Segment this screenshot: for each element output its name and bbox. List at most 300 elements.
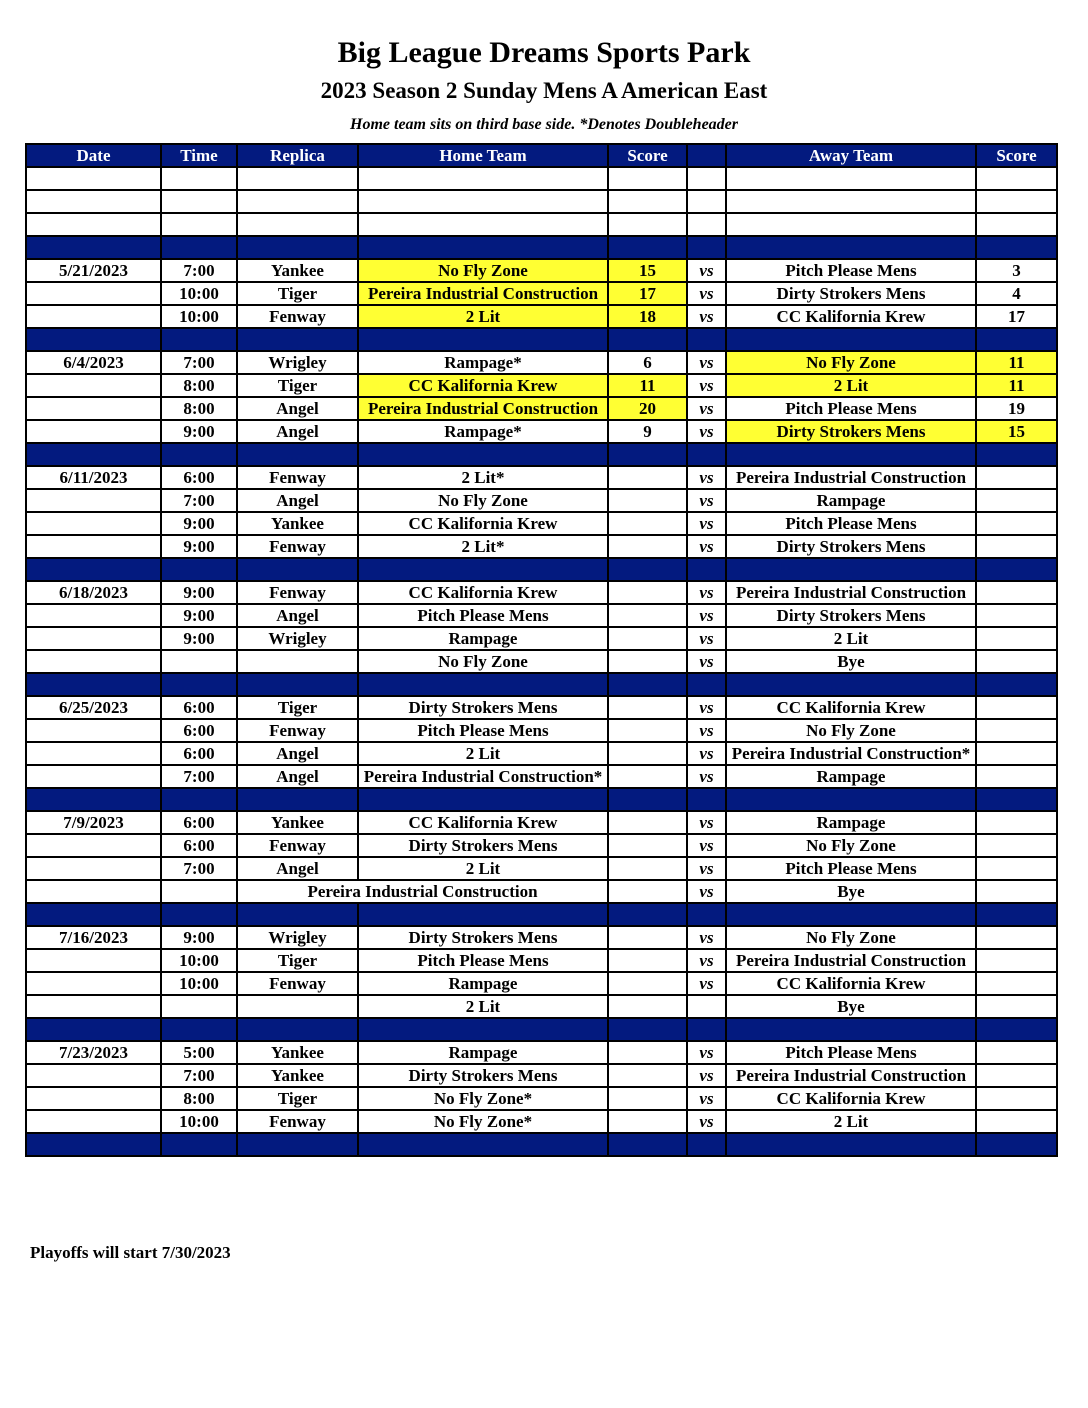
blank-cell <box>358 167 608 190</box>
col-header-home-team: Home Team <box>358 144 608 167</box>
replica-cell: Fenway <box>237 1110 358 1133</box>
separator-cell <box>237 558 358 581</box>
replica-cell: Angel <box>237 604 358 627</box>
home-team-cell: Pitch Please Mens <box>358 604 608 627</box>
time-cell: 9:00 <box>161 627 237 650</box>
home-team-cell: No Fly Zone* <box>358 1110 608 1133</box>
game-row <box>26 397 1057 420</box>
home-team-cell: Dirty Strokers Mens <box>358 696 608 719</box>
home-team-cell: 2 Lit <box>358 742 608 765</box>
home-team-cell: Pereira Industrial Construction <box>358 397 608 420</box>
date-cell: 6/4/2023 <box>26 351 161 374</box>
away-score-cell <box>976 811 1057 834</box>
date-cell <box>26 742 161 765</box>
blank-cell <box>687 167 726 190</box>
replica-cell: Yankee <box>237 811 358 834</box>
home-team-cell: Dirty Strokers Mens <box>358 1064 608 1087</box>
away-team-cell: CC Kalifornia Krew <box>726 972 976 995</box>
blank-cell <box>726 190 976 213</box>
date-cell <box>26 627 161 650</box>
time-cell: 9:00 <box>161 581 237 604</box>
game-row <box>26 995 1057 1018</box>
away-team-cell: Pereira Industrial Construction* <box>726 742 976 765</box>
separator-cell <box>26 236 161 259</box>
date-cell <box>26 972 161 995</box>
vs-label: vs <box>687 512 726 535</box>
time-cell: 9:00 <box>161 604 237 627</box>
home-score-cell <box>608 535 687 558</box>
home-score-cell <box>608 880 687 903</box>
separator-cell <box>161 328 237 351</box>
blank-cell <box>237 167 358 190</box>
vs-label: vs <box>687 1064 726 1087</box>
home-score-cell: 17 <box>608 282 687 305</box>
replica-cell <box>237 650 358 673</box>
away-team-cell: CC Kalifornia Krew <box>726 1087 976 1110</box>
separator-cell <box>687 903 726 926</box>
separator-cell <box>358 1133 608 1156</box>
separator-cell <box>687 236 726 259</box>
date-cell <box>26 1064 161 1087</box>
time-cell <box>161 650 237 673</box>
separator-cell <box>237 236 358 259</box>
game-row <box>26 834 1057 857</box>
separator-cell <box>237 788 358 811</box>
vs-label: vs <box>687 857 726 880</box>
blank-cell <box>976 167 1057 190</box>
separator-cell <box>237 673 358 696</box>
replica-cell: Fenway <box>237 466 358 489</box>
replica-cell: Wrigley <box>237 926 358 949</box>
home-score-cell: 11 <box>608 374 687 397</box>
away-score-cell <box>976 1041 1057 1064</box>
away-team-cell: Dirty Strokers Mens <box>726 535 976 558</box>
separator-cell <box>26 558 161 581</box>
time-cell: 7:00 <box>161 259 237 282</box>
replica-cell: Fenway <box>237 305 358 328</box>
away-team-cell: Pitch Please Mens <box>726 259 976 282</box>
vs-label: vs <box>687 811 726 834</box>
game-row <box>26 259 1057 282</box>
separator-cell <box>726 673 976 696</box>
week-separator-row <box>26 788 1057 811</box>
col-header-away-team: Away Team <box>726 144 976 167</box>
vs-label: vs <box>687 466 726 489</box>
away-score-cell <box>976 627 1057 650</box>
home-score-cell <box>608 719 687 742</box>
vs-label: vs <box>687 834 726 857</box>
time-cell: 6:00 <box>161 834 237 857</box>
date-cell: 7/9/2023 <box>26 811 161 834</box>
away-score-cell <box>976 1110 1057 1133</box>
separator-cell <box>726 1133 976 1156</box>
away-score-cell <box>976 535 1057 558</box>
home-team-cell: CC Kalifornia Krew <box>358 374 608 397</box>
separator-cell <box>608 558 687 581</box>
separator-cell <box>976 443 1057 466</box>
date-cell <box>26 995 161 1018</box>
separator-cell <box>687 1018 726 1041</box>
game-row <box>26 719 1057 742</box>
separator-cell <box>161 443 237 466</box>
home-team-cell: Pereira Industrial Construction <box>237 880 608 903</box>
away-score-cell <box>976 719 1057 742</box>
away-team-cell: Bye <box>726 995 976 1018</box>
date-cell <box>26 880 161 903</box>
replica-cell: Wrigley <box>237 627 358 650</box>
blank-cell <box>687 190 726 213</box>
separator-cell <box>358 903 608 926</box>
separator-cell <box>26 673 161 696</box>
separator-cell <box>608 673 687 696</box>
separator-cell <box>976 1133 1057 1156</box>
separator-cell <box>358 328 608 351</box>
game-row <box>26 650 1057 673</box>
separator-cell <box>687 788 726 811</box>
vs-label: vs <box>687 696 726 719</box>
separator-cell <box>976 903 1057 926</box>
separator-cell <box>726 328 976 351</box>
replica-cell: Angel <box>237 857 358 880</box>
away-score-cell <box>976 466 1057 489</box>
away-team-cell: Pereira Industrial Construction <box>726 949 976 972</box>
away-score-cell <box>976 995 1057 1018</box>
away-score-cell: 17 <box>976 305 1057 328</box>
vs-label: vs <box>687 880 726 903</box>
away-score-cell <box>976 926 1057 949</box>
away-team-cell: No Fly Zone <box>726 351 976 374</box>
week-separator-row <box>26 1133 1057 1156</box>
replica-cell: Yankee <box>237 1064 358 1087</box>
replica-cell: Tiger <box>237 374 358 397</box>
replica-cell: Yankee <box>237 259 358 282</box>
separator-cell <box>687 673 726 696</box>
vs-label: vs <box>687 374 726 397</box>
separator-cell <box>976 788 1057 811</box>
blank-cell <box>687 213 726 236</box>
away-team-cell: Dirty Strokers Mens <box>726 604 976 627</box>
separator-cell <box>726 1018 976 1041</box>
separator-cell <box>26 788 161 811</box>
vs-label: vs <box>687 351 726 374</box>
away-score-cell: 11 <box>976 374 1057 397</box>
replica-cell: Tiger <box>237 949 358 972</box>
blank-row <box>26 190 1057 213</box>
replica-cell: Angel <box>237 420 358 443</box>
replica-cell: Fenway <box>237 719 358 742</box>
separator-cell <box>161 236 237 259</box>
home-team-cell: Pereira Industrial Construction* <box>358 765 608 788</box>
home-score-cell: 20 <box>608 397 687 420</box>
home-score-cell <box>608 650 687 673</box>
time-cell: 6:00 <box>161 742 237 765</box>
home-team-cell: Rampage* <box>358 351 608 374</box>
home-score-cell: 18 <box>608 305 687 328</box>
vs-label: vs <box>687 1110 726 1133</box>
date-cell: 6/25/2023 <box>26 696 161 719</box>
week-separator-row <box>26 673 1057 696</box>
home-score-cell: 15 <box>608 259 687 282</box>
game-row <box>26 1087 1057 1110</box>
away-score-cell <box>976 949 1057 972</box>
date-cell <box>26 857 161 880</box>
time-cell: 6:00 <box>161 719 237 742</box>
vs-label: vs <box>687 535 726 558</box>
col-header-replica: Replica <box>237 144 358 167</box>
col-header-away-score: Score <box>976 144 1057 167</box>
vs-label: vs <box>687 742 726 765</box>
blank-cell <box>358 190 608 213</box>
time-cell: 7:00 <box>161 351 237 374</box>
vs-label: vs <box>687 627 726 650</box>
blank-cell <box>608 190 687 213</box>
blank-cell <box>26 213 161 236</box>
blank-cell <box>237 213 358 236</box>
replica-cell: Tiger <box>237 282 358 305</box>
separator-cell <box>608 328 687 351</box>
game-row <box>26 489 1057 512</box>
game-row <box>26 1064 1057 1087</box>
blank-cell <box>161 190 237 213</box>
separator-cell <box>237 903 358 926</box>
home-score-cell <box>608 949 687 972</box>
game-row <box>26 926 1057 949</box>
away-score-cell <box>976 972 1057 995</box>
separator-cell <box>608 236 687 259</box>
away-score-cell <box>976 765 1057 788</box>
separator-cell <box>358 558 608 581</box>
game-row <box>26 696 1057 719</box>
away-score-cell <box>976 650 1057 673</box>
away-team-cell: CC Kalifornia Krew <box>726 696 976 719</box>
home-team-cell: No Fly Zone <box>358 650 608 673</box>
replica-cell: Fenway <box>237 834 358 857</box>
home-score-cell <box>608 811 687 834</box>
home-team-cell: CC Kalifornia Krew <box>358 512 608 535</box>
replica-cell: Wrigley <box>237 351 358 374</box>
separator-cell <box>161 1018 237 1041</box>
replica-cell: Yankee <box>237 512 358 535</box>
away-score-cell <box>976 834 1057 857</box>
date-cell <box>26 489 161 512</box>
away-team-cell: 2 Lit <box>726 1110 976 1133</box>
blank-row <box>26 213 1057 236</box>
page-subtitle: 2023 Season 2 Sunday Mens A American East <box>320 78 768 103</box>
separator-cell <box>358 1018 608 1041</box>
date-cell <box>26 397 161 420</box>
blank-cell <box>608 213 687 236</box>
game-row <box>26 1110 1057 1133</box>
home-score-cell <box>608 489 687 512</box>
vs-label: vs <box>687 949 726 972</box>
away-team-cell: Pitch Please Mens <box>726 512 976 535</box>
blank-cell <box>358 213 608 236</box>
separator-cell <box>608 1133 687 1156</box>
date-cell <box>26 512 161 535</box>
away-team-cell: Pitch Please Mens <box>726 857 976 880</box>
away-score-cell <box>976 742 1057 765</box>
game-row <box>26 282 1057 305</box>
vs-label <box>687 995 726 1018</box>
time-cell: 9:00 <box>161 535 237 558</box>
week-separator-row <box>26 558 1057 581</box>
game-row <box>26 374 1057 397</box>
separator-cell <box>976 236 1057 259</box>
replica-cell: Angel <box>237 489 358 512</box>
home-team-cell: Pitch Please Mens <box>358 949 608 972</box>
away-score-cell <box>976 857 1057 880</box>
time-cell: 10:00 <box>161 305 237 328</box>
away-team-cell: No Fly Zone <box>726 834 976 857</box>
week-separator-row <box>26 1018 1057 1041</box>
replica-cell: Angel <box>237 742 358 765</box>
separator-cell <box>726 558 976 581</box>
schedule-table <box>25 143 1058 1157</box>
home-team-cell: 2 Lit <box>358 857 608 880</box>
away-score-cell <box>976 581 1057 604</box>
separator-cell <box>358 236 608 259</box>
separator-cell <box>161 903 237 926</box>
game-row <box>26 351 1057 374</box>
replica-cell: Tiger <box>237 1087 358 1110</box>
separator-cell <box>976 673 1057 696</box>
away-team-cell: Rampage <box>726 765 976 788</box>
away-team-cell: 2 Lit <box>726 374 976 397</box>
vs-label: vs <box>687 719 726 742</box>
date-cell: 6/18/2023 <box>26 581 161 604</box>
replica-cell: Fenway <box>237 581 358 604</box>
col-header-home-score: Score <box>608 144 687 167</box>
away-team-cell: Bye <box>726 650 976 673</box>
date-cell <box>26 282 161 305</box>
away-team-cell: Bye <box>726 880 976 903</box>
separator-cell <box>687 1133 726 1156</box>
replica-cell: Tiger <box>237 696 358 719</box>
home-team-cell: Rampage <box>358 627 608 650</box>
vs-label: vs <box>687 972 726 995</box>
date-cell <box>26 1110 161 1133</box>
home-team-cell: No Fly Zone* <box>358 1087 608 1110</box>
home-score-cell <box>608 926 687 949</box>
separator-cell <box>976 328 1057 351</box>
separator-cell <box>26 1133 161 1156</box>
col-header-date: Date <box>26 144 161 167</box>
home-score-cell <box>608 512 687 535</box>
separator-cell <box>237 328 358 351</box>
separator-cell <box>26 443 161 466</box>
game-row <box>26 627 1057 650</box>
game-row <box>26 857 1057 880</box>
game-row <box>26 604 1057 627</box>
home-team-cell: 2 Lit* <box>358 535 608 558</box>
away-score-cell <box>976 1087 1057 1110</box>
time-cell: 7:00 <box>161 765 237 788</box>
week-separator-row <box>26 328 1057 351</box>
time-cell: 7:00 <box>161 1064 237 1087</box>
blank-cell <box>26 167 161 190</box>
separator-cell <box>161 788 237 811</box>
replica-cell: Fenway <box>237 535 358 558</box>
home-team-cell: Pereira Industrial Construction <box>358 282 608 305</box>
away-score-cell: 3 <box>976 259 1057 282</box>
page-title: Big League Dreams Sports Park <box>337 36 751 69</box>
away-score-cell <box>976 604 1057 627</box>
time-cell: 8:00 <box>161 1087 237 1110</box>
date-cell <box>26 420 161 443</box>
away-team-cell: Pereira Industrial Construction <box>726 1064 976 1087</box>
time-cell: 10:00 <box>161 972 237 995</box>
time-cell: 6:00 <box>161 696 237 719</box>
home-score-cell: 6 <box>608 351 687 374</box>
time-cell: 9:00 <box>161 512 237 535</box>
separator-cell <box>608 788 687 811</box>
vs-label: vs <box>687 604 726 627</box>
time-cell <box>161 995 237 1018</box>
date-cell <box>26 719 161 742</box>
home-score-cell: 9 <box>608 420 687 443</box>
replica-cell: Fenway <box>237 972 358 995</box>
home-score-cell <box>608 581 687 604</box>
vs-label: vs <box>687 489 726 512</box>
game-row <box>26 765 1057 788</box>
vs-label: vs <box>687 420 726 443</box>
game-row <box>26 420 1057 443</box>
replica-cell: Angel <box>237 765 358 788</box>
separator-cell <box>608 1018 687 1041</box>
vs-label: vs <box>687 926 726 949</box>
vs-label: vs <box>687 1087 726 1110</box>
separator-cell <box>726 443 976 466</box>
home-score-cell <box>608 1064 687 1087</box>
separator-cell <box>726 903 976 926</box>
separator-cell <box>608 903 687 926</box>
separator-cell <box>608 443 687 466</box>
home-score-cell <box>608 765 687 788</box>
home-team-cell: No Fly Zone <box>358 489 608 512</box>
away-team-cell: Pitch Please Mens <box>726 397 976 420</box>
separator-cell <box>26 903 161 926</box>
game-row <box>26 742 1057 765</box>
date-cell <box>26 604 161 627</box>
date-cell: 5/21/2023 <box>26 259 161 282</box>
separator-cell <box>726 788 976 811</box>
week-separator-row <box>26 236 1057 259</box>
vs-label: vs <box>687 581 726 604</box>
separator-cell <box>687 558 726 581</box>
separator-cell <box>237 1018 358 1041</box>
home-team-cell: 2 Lit* <box>358 466 608 489</box>
col-header-time: Time <box>161 144 237 167</box>
date-cell <box>26 535 161 558</box>
blank-cell <box>608 167 687 190</box>
away-score-cell: 4 <box>976 282 1057 305</box>
blank-cell <box>976 190 1057 213</box>
away-score-cell: 19 <box>976 397 1057 420</box>
blank-cell <box>161 167 237 190</box>
header-note: Home team sits on third base side. *Denotes Doubleheader <box>350 116 738 133</box>
separator-cell <box>26 1018 161 1041</box>
away-team-cell: 2 Lit <box>726 627 976 650</box>
schedule-body <box>26 167 1057 1156</box>
vs-label: vs <box>687 397 726 420</box>
blank-cell <box>976 213 1057 236</box>
away-team-cell: Pereira Industrial Construction <box>726 466 976 489</box>
home-team-cell: Rampage* <box>358 420 608 443</box>
date-cell: 6/11/2023 <box>26 466 161 489</box>
time-cell: 6:00 <box>161 466 237 489</box>
playoffs-note: Playoffs will start 7/30/2023 <box>30 1243 231 1262</box>
date-cell <box>26 949 161 972</box>
